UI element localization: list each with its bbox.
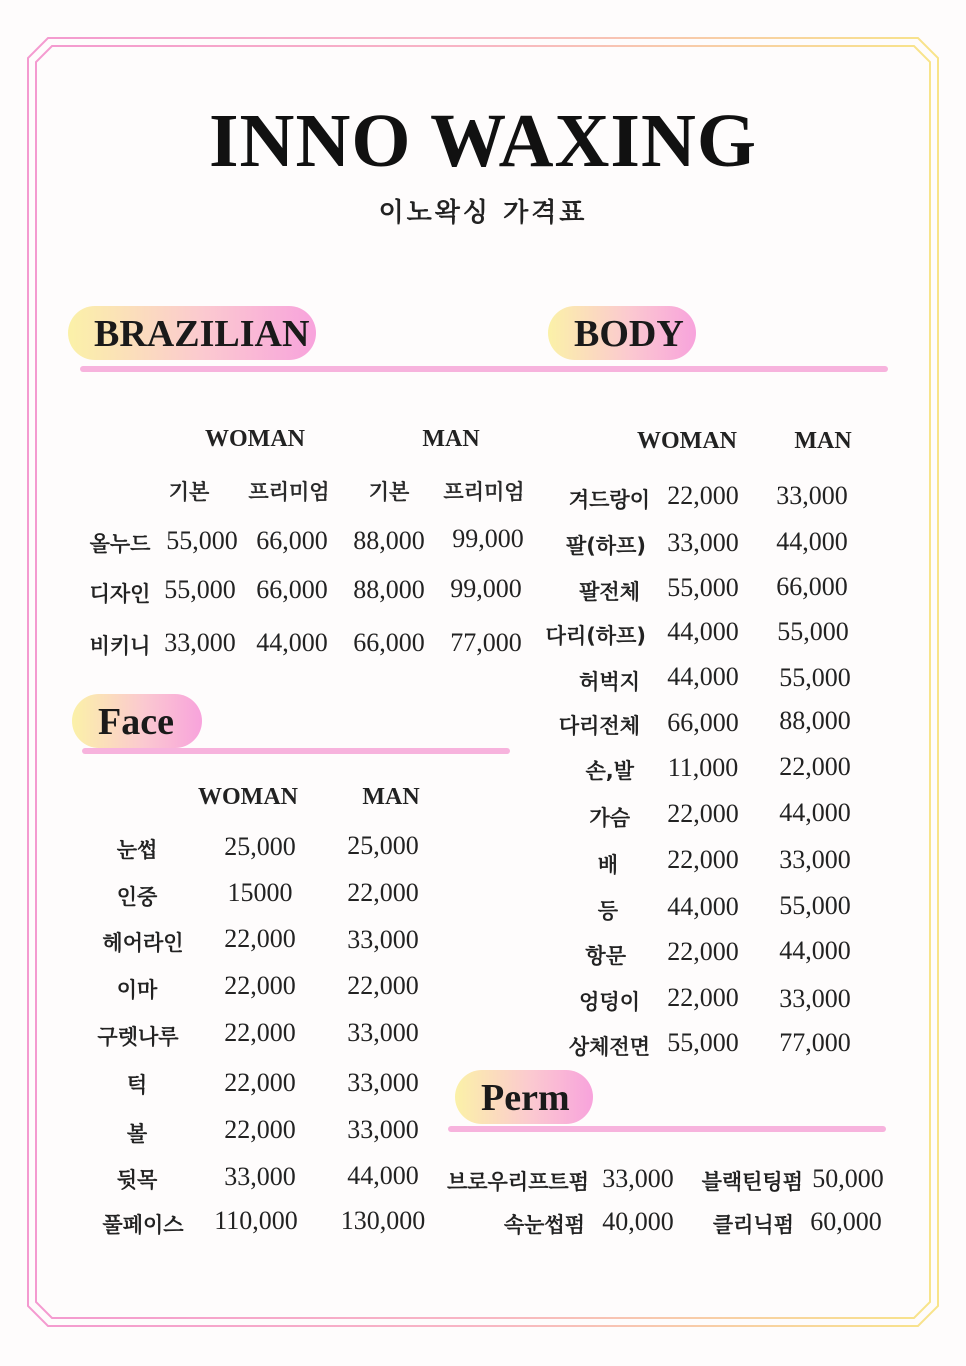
brazilian-man-header: MAN [422,426,480,452]
body-row-label: 다리전체 [558,714,640,738]
price: 33,000 [776,481,848,510]
price: 55,000 [779,891,851,920]
brazilian-row-label: 비키니 [89,634,151,658]
price: 33,000 [347,1018,419,1047]
price: 11,000 [667,753,739,782]
price: 33,000 [779,984,851,1013]
price: 25,000 [224,832,296,861]
body-row-label: 팔전체 [579,580,640,604]
face-row-label: 눈썹 [116,838,158,862]
price: 88,000 [353,575,425,604]
price: 55,000 [164,575,236,604]
price: 44,000 [667,892,739,921]
price: 99,000 [450,574,522,603]
face-heading: Face [72,694,202,748]
price: 66,000 [256,575,328,604]
price: 66,000 [353,628,425,657]
price: 22,000 [224,924,296,953]
perm-item-label: 블랙틴팅펌 [701,1170,803,1194]
body-row-label: 등 [597,899,618,923]
body-woman-header: WOMAN [637,428,737,454]
brazilian-woman-premium-header: 프리미엄 [248,480,330,504]
brazilian-man-premium-header: 프리미엄 [443,480,525,504]
price: 33,000 [347,1068,419,1097]
price: 66,000 [776,572,848,601]
price: 44,000 [779,798,851,827]
perm-item-label: 브로우리프트펌 [446,1170,589,1194]
price: 22,000 [667,799,739,828]
face-row-label: 인중 [116,885,158,909]
price: 22,000 [667,845,739,874]
brazilian-row-label: 올누드 [89,532,151,556]
price: 33,000 [224,1162,296,1191]
body-row-label: 상체전면 [568,1035,650,1059]
price: 33,000 [779,845,851,874]
price: 44,000 [256,628,328,657]
price: 44,000 [667,617,739,646]
body-row-label: 겨드랑이 [568,488,650,512]
price: 22,000 [224,1018,296,1047]
price: 55,000 [779,663,851,692]
page-subtitle: 이노왁싱 가격표 [378,198,588,228]
price: 55,000 [166,526,238,555]
price: 44,000 [347,1161,419,1190]
price: 77,000 [779,1028,851,1057]
price: 55,000 [667,573,739,602]
body-row-label: 가슴 [589,806,630,830]
face-row-label: 볼 [126,1122,148,1146]
price: 44,000 [776,527,848,556]
body-row-label: 항문 [585,944,626,968]
price: 66,000 [667,708,739,737]
face-row-label: 구렛나루 [97,1025,179,1049]
face-row-label: 풀페이스 [102,1213,184,1237]
brazilian-woman-header: WOMAN [205,426,305,452]
price: 22,000 [779,752,851,781]
perm-item-label: 속눈썹펌 [503,1213,585,1237]
face-row-label: 뒷목 [116,1168,158,1192]
face-row-label: 헤어라인 [102,931,184,955]
body-row-label: 엉덩이 [579,990,640,1014]
price: 33,000 [347,925,419,954]
price: 44,000 [779,936,851,965]
body-row-label: 팔(하프) [565,534,646,558]
face-row-label: 이마 [116,978,158,1002]
price: 22,000 [667,481,739,510]
body-row-label: 허벅지 [579,670,640,694]
price: 110,000 [214,1206,298,1235]
price: 33,000 [347,1115,419,1144]
brazilian-row-label: 디자인 [89,582,151,606]
price: 60,000 [810,1207,882,1236]
price: 25,000 [347,831,419,860]
face-woman-header: WOMAN [198,784,298,810]
price: 77,000 [450,628,522,657]
perm-heading: Perm [455,1070,593,1124]
body-man-header: MAN [794,428,852,454]
price: 99,000 [452,524,524,553]
body-row-label: 손,발 [585,759,634,783]
brazilian-woman-basic-header: 기본 [168,480,210,504]
price: 50,000 [812,1164,884,1193]
price: 22,000 [224,1068,296,1097]
price: 22,000 [224,971,296,1000]
price: 40,000 [602,1207,674,1236]
price: 88,000 [779,706,851,735]
page-title: INNO WAXING [208,99,757,183]
price: 22,000 [347,878,419,907]
price: 130,000 [340,1206,426,1235]
face-man-header: MAN [362,784,420,810]
price: 22,000 [347,971,419,1000]
price: 22,000 [667,983,739,1012]
price: 15000 [227,878,293,907]
price: 66,000 [256,526,328,555]
price: 88,000 [353,526,425,555]
face-divider [82,748,510,754]
price: 22,000 [224,1115,296,1144]
brazilian-divider [80,366,888,372]
price: 55,000 [777,617,849,646]
brazilian-man-basic-header: 기본 [368,480,410,504]
price: 33,000 [164,628,236,657]
brazilian-heading: BRAZILIAN [68,306,316,360]
body-row-label: 다리(하프) [545,624,646,648]
perm-divider [448,1126,886,1132]
perm-item-label: 클리닉펌 [712,1213,794,1237]
face-row-label: 턱 [126,1073,148,1097]
price: 33,000 [667,528,739,557]
price: 33,000 [602,1164,674,1193]
price: 44,000 [667,662,739,691]
price: 22,000 [667,937,739,966]
body-heading: BODY [548,306,696,360]
body-row-label: 배 [597,853,618,877]
price: 55,000 [667,1028,739,1057]
